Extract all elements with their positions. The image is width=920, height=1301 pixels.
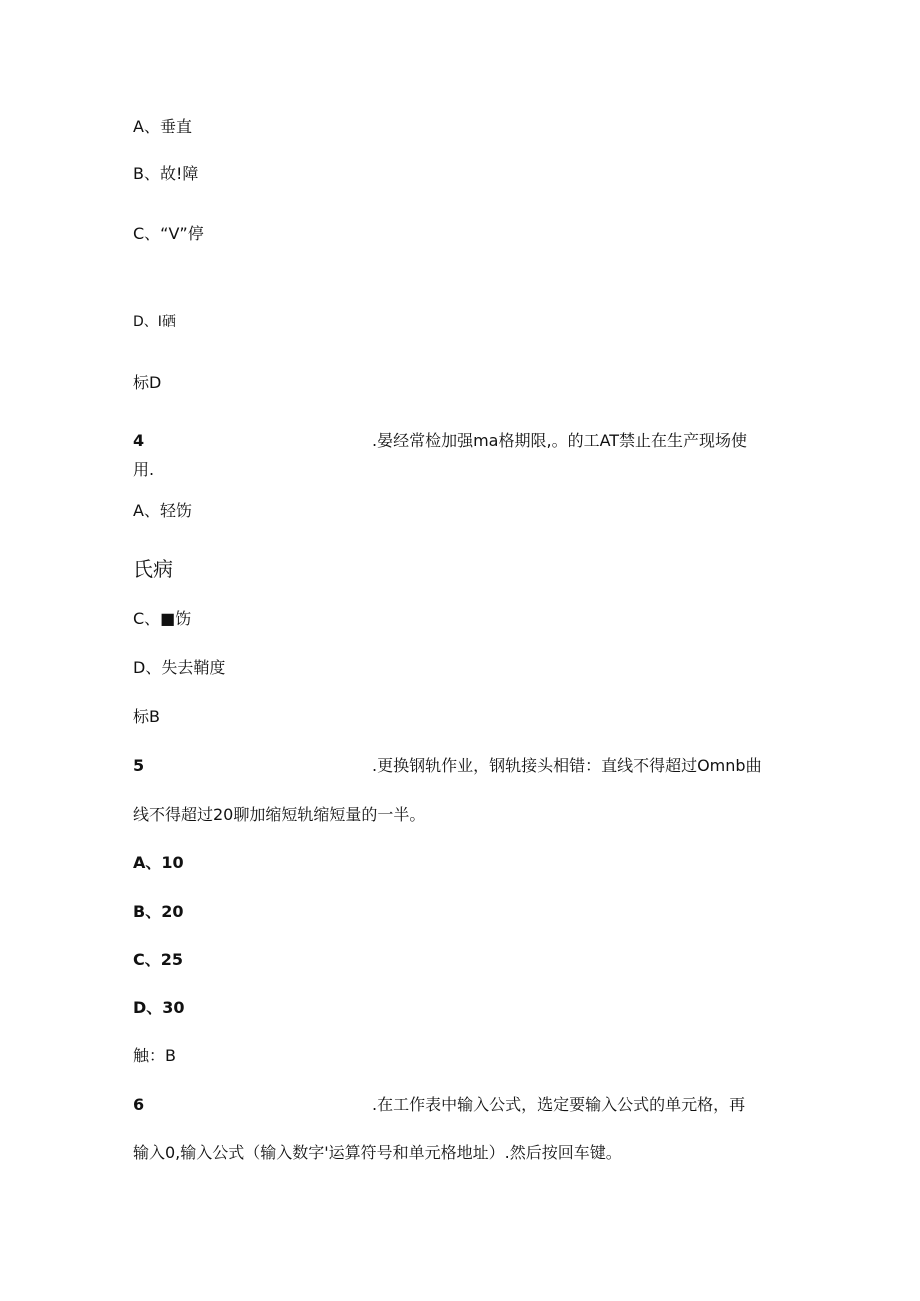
q5-number: 5: [133, 756, 145, 775]
q4-option-d: D、失去鞘度: [133, 658, 226, 677]
q5-answer: 触：B: [133, 1046, 176, 1065]
q4-number: 4: [133, 431, 145, 450]
q5-text-line2: 线不得超过20聊加缩短轨缩短量的一半。: [133, 805, 426, 824]
q5-option-a: A、10: [133, 853, 184, 872]
q4-option-a: A、轻饬: [133, 501, 192, 520]
q5-option-d: D、30: [133, 998, 185, 1017]
q5-option-b: B、20: [133, 902, 184, 921]
q6-number: 6: [133, 1095, 145, 1114]
q4-text-line1: .晏经常检加强ma格期限,。的工AT禁止在生产现场使: [372, 431, 748, 450]
q3-option-b: B、故!障: [133, 164, 199, 183]
q5-text-line1: .更换钢轨作业，钢轨接头相错：直线不得超过Omnb曲: [372, 756, 762, 775]
q6-text-line2: 输入0,输入公式（输入数字'运算符号和单元格地址）.然后按回车键。: [133, 1143, 622, 1162]
q6-text-line1: .在工作表中输入公式，选定要输入公式的单元格，再: [372, 1095, 746, 1114]
q3-option-a: A、垂直: [133, 117, 192, 136]
q5-option-c: C、25: [133, 950, 184, 969]
q4-option-c: C、■饬: [133, 609, 192, 628]
q3-option-d: D、I硒: [133, 314, 176, 330]
q3-answer: 标D: [133, 373, 162, 392]
q4-option-b: 氏病: [133, 557, 173, 581]
q3-option-c: C、“V”停: [133, 224, 204, 243]
q4-answer: 标B: [133, 707, 160, 726]
q4-text-line2: 用.: [133, 460, 155, 479]
